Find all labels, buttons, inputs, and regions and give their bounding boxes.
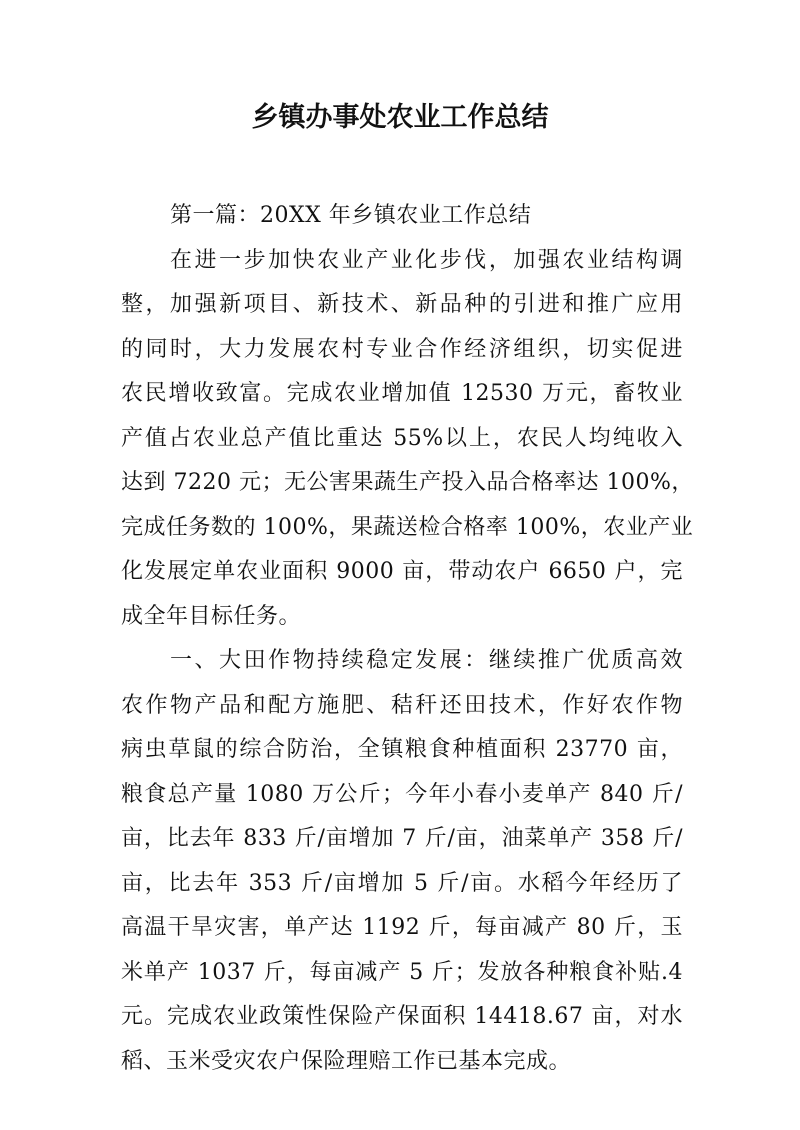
- paragraph-line: 在进一步加快农业产业化步伐，加强农业结构调: [170, 247, 683, 273]
- paragraph-line: 病虫草鼠的综合防治，全镇粮食种植面积 23770 亩，: [121, 737, 683, 762]
- paragraph-line: 的同时，大力发展农村专业合作经济组织，切实促进: [121, 336, 683, 362]
- paragraph-line: 高温干旱灾害，单产达 1192 斤，每亩减产 80 斤，玉: [121, 915, 683, 940]
- document-body: [121, 194, 694, 1084]
- paragraph-line: 粮食总产量 1080 万公斤；今年小春小麦单产 840 斤/: [121, 781, 683, 807]
- paragraph-line: 整，加强新项目、新技术、新品种的引进和推广应用: [121, 292, 683, 317]
- paragraph-2: [121, 639, 683, 1084]
- document-title: 乡镇办事处农业工作总结: [251, 102, 549, 133]
- paragraph-line: 一、大田作物持续稳定发展：继续推广优质高效: [170, 648, 683, 673]
- paragraph-line: 米单产 1037 斤，每亩减产 5 斤；发放各种粮食补贴.4: [121, 959, 683, 985]
- paragraph-line: 农作物产品和配方施肥、秸秆还田技术，作好农作物: [121, 692, 683, 718]
- paragraph-line: 化发展定单农业面积 9000 亩，带动农户 6650 户，完: [121, 559, 683, 584]
- paragraph-line: 稻、玉米受灾农户保险理赔工作已基本完成。: [121, 1048, 572, 1074]
- paragraph-1: [121, 239, 694, 640]
- section-heading: 第一篇：20XX 年乡镇农业工作总结: [170, 203, 532, 228]
- paragraph-line: 农民增收致富。完成农业增加值 12530 万元，畜牧业: [121, 381, 683, 406]
- paragraph-line: 完成任务数的 100%，果蔬送检合格率 100%，农业产业: [121, 514, 694, 540]
- paragraph-line: 产值占农业总产值比重达 55%以上，农民人均纯收入: [121, 425, 683, 451]
- paragraph-line: 亩，比去年 833 斤/亩增加 7 斤/亩，油菜单产 358 斤/: [121, 826, 683, 851]
- paragraph-line: 元。完成农业政策性保险产保面积 14418.67 亩，对水: [121, 1004, 683, 1029]
- paragraph-line: 成全年目标任务。: [121, 603, 302, 629]
- paragraph-line: 亩，比去年 353 斤/亩增加 5 斤/亩。水稻今年经历了: [121, 870, 683, 896]
- paragraph-line: 达到 7220 元；无公害果蔬生产投入品合格率达 100%，: [121, 470, 694, 495]
